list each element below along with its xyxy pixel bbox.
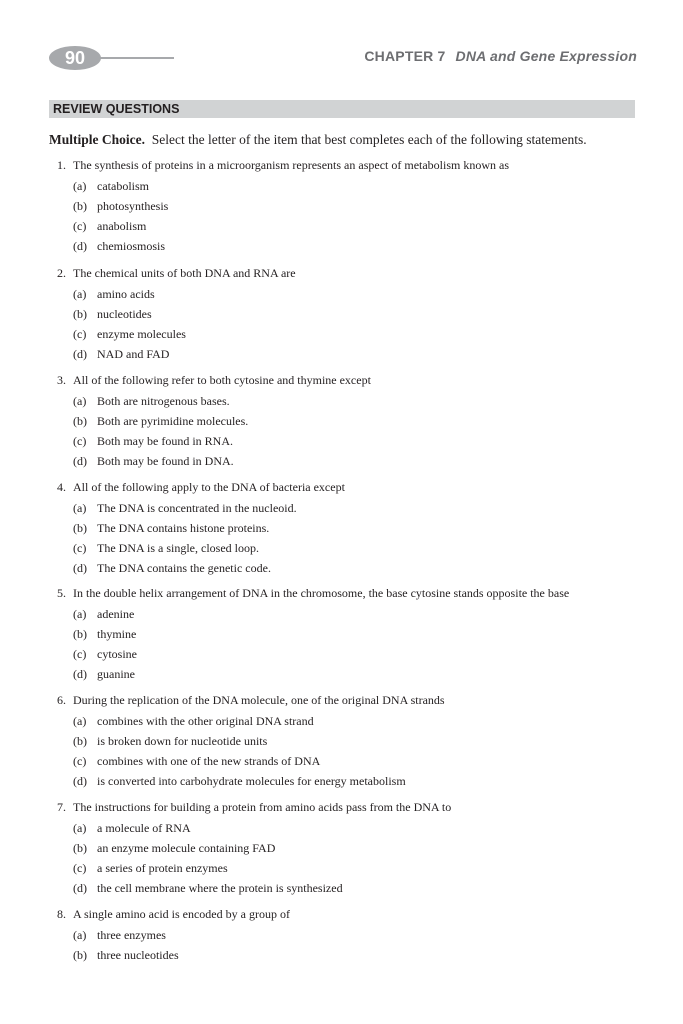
question-stem bbox=[57, 266, 296, 281]
answer-option bbox=[73, 327, 186, 342]
option-letter: (b) bbox=[73, 521, 87, 535]
instructions bbox=[49, 132, 587, 148]
option-text: Both are nitrogenous bases. bbox=[97, 394, 230, 408]
option-letter: (d) bbox=[73, 347, 87, 361]
answer-option bbox=[73, 667, 135, 682]
option-letter: (c) bbox=[73, 327, 87, 341]
option-letter: (b) bbox=[73, 734, 87, 748]
option-text: a molecule of RNA bbox=[97, 821, 191, 835]
running-header bbox=[364, 48, 637, 64]
option-letter: (a) bbox=[73, 607, 87, 621]
option-letter: (b) bbox=[73, 414, 87, 428]
answer-option bbox=[73, 734, 267, 749]
option-text: is converted into carbohydrate molecules for energy metabolism bbox=[97, 774, 406, 788]
answer-option bbox=[73, 774, 406, 789]
answer-option bbox=[73, 434, 233, 449]
option-letter: (b) bbox=[73, 307, 87, 321]
option-letter: (d) bbox=[73, 239, 87, 253]
option-text: guanine bbox=[97, 667, 135, 681]
answer-option bbox=[73, 199, 168, 214]
question-number: 4. bbox=[57, 480, 66, 494]
question-text: All of the following apply to the DNA of bacteria except bbox=[73, 480, 345, 494]
answer-option bbox=[73, 821, 191, 836]
option-text: chemiosmosis bbox=[97, 239, 165, 253]
answer-option bbox=[73, 347, 169, 362]
option-letter: (d) bbox=[73, 561, 87, 575]
question-number: 3. bbox=[57, 373, 66, 387]
question-stem bbox=[57, 907, 290, 922]
option-letter: (b) bbox=[73, 627, 87, 641]
option-text: photosynthesis bbox=[97, 199, 169, 213]
option-text: three enzymes bbox=[97, 928, 166, 942]
option-letter: (c) bbox=[73, 861, 87, 875]
option-letter: (a) bbox=[73, 287, 87, 301]
answer-option bbox=[73, 561, 271, 576]
page-number: 90 bbox=[49, 46, 101, 70]
option-letter: (d) bbox=[73, 774, 87, 788]
header-rule bbox=[98, 57, 174, 59]
option-letter: (c) bbox=[73, 754, 87, 768]
answer-option bbox=[73, 454, 234, 469]
question-text: The instructions for building a protein from amino acids pass from the DNA to bbox=[73, 800, 452, 814]
answer-option bbox=[73, 928, 166, 943]
question-text: During the replication of the DNA molecule, one of the original DNA strands bbox=[73, 693, 445, 707]
answer-option bbox=[73, 521, 269, 536]
question-stem bbox=[57, 480, 345, 495]
answer-option bbox=[73, 627, 136, 642]
question-stem bbox=[57, 586, 569, 601]
question-number: 5. bbox=[57, 586, 66, 600]
option-text: catabolism bbox=[97, 179, 149, 193]
answer-option bbox=[73, 239, 165, 254]
option-letter: (b) bbox=[73, 948, 87, 962]
chapter-label: CHAPTER 7 bbox=[364, 48, 446, 64]
option-text: a series of protein enzymes bbox=[97, 861, 228, 875]
option-text: thymine bbox=[97, 627, 137, 641]
option-text: NAD and FAD bbox=[97, 347, 170, 361]
option-letter: (b) bbox=[73, 841, 87, 855]
option-letter: (b) bbox=[73, 199, 87, 213]
option-text: three nucleotides bbox=[97, 948, 179, 962]
answer-option bbox=[73, 714, 314, 729]
question-number: 2. bbox=[57, 266, 66, 280]
option-text: The DNA contains the genetic code. bbox=[97, 561, 271, 575]
question-text: The synthesis of proteins in a microorganism represents an aspect of metabolism known as bbox=[73, 158, 510, 172]
instructions-label: Multiple Choice. bbox=[49, 132, 145, 147]
question-number: 7. bbox=[57, 800, 66, 814]
option-letter: (a) bbox=[73, 714, 87, 728]
option-text: the cell membrane where the protein is synthesized bbox=[97, 881, 343, 895]
option-text: combines with one of the new strands of DNA bbox=[97, 754, 321, 768]
option-letter: (d) bbox=[73, 667, 87, 681]
answer-option bbox=[73, 647, 137, 662]
chapter-title: DNA and Gene Expression bbox=[455, 48, 637, 64]
option-letter: (a) bbox=[73, 821, 87, 835]
option-text: combines with the other original DNA strand bbox=[97, 714, 314, 728]
option-letter: (a) bbox=[73, 179, 87, 193]
question-stem bbox=[57, 693, 445, 708]
question-stem bbox=[57, 373, 371, 388]
option-letter: (c) bbox=[73, 541, 87, 555]
option-text: enzyme molecules bbox=[97, 327, 186, 341]
option-text: anabolism bbox=[97, 219, 147, 233]
answer-option bbox=[73, 881, 343, 896]
answer-option bbox=[73, 179, 149, 194]
option-letter: (a) bbox=[73, 928, 87, 942]
option-text: amino acids bbox=[97, 287, 155, 301]
question-number: 8. bbox=[57, 907, 66, 921]
question-stem bbox=[57, 158, 509, 173]
option-text: cytosine bbox=[97, 647, 137, 661]
option-letter: (c) bbox=[73, 434, 87, 448]
section-title: REVIEW QUESTIONS bbox=[49, 100, 635, 118]
option-text: an enzyme molecule containing FAD bbox=[97, 841, 276, 855]
option-letter: (d) bbox=[73, 881, 87, 895]
option-text: nucleotides bbox=[97, 307, 152, 321]
option-text: The DNA is concentrated in the nucleoid. bbox=[97, 501, 297, 515]
question-text: A single amino acid is encoded by a group of bbox=[73, 907, 290, 921]
question-stem bbox=[57, 800, 451, 815]
option-text: adenine bbox=[97, 607, 135, 621]
option-text: Both are pyrimidine molecules. bbox=[97, 414, 249, 428]
question-text: In the double helix arrangement of DNA in the chromosome, the base cytosine stands opposite the base bbox=[73, 586, 570, 600]
answer-option bbox=[73, 287, 155, 302]
option-letter: (c) bbox=[73, 219, 87, 233]
question-number: 1. bbox=[57, 158, 66, 172]
answer-option bbox=[73, 501, 297, 516]
option-text: Both may be found in RNA. bbox=[97, 434, 233, 448]
option-text: Both may be found in DNA. bbox=[97, 454, 234, 468]
option-letter: (c) bbox=[73, 647, 87, 661]
option-text: The DNA contains histone proteins. bbox=[97, 521, 270, 535]
option-letter: (a) bbox=[73, 501, 87, 515]
answer-option bbox=[73, 754, 320, 769]
answer-option bbox=[73, 541, 259, 556]
option-letter: (d) bbox=[73, 454, 87, 468]
option-text: The DNA is a single, closed loop. bbox=[97, 541, 259, 555]
answer-option bbox=[73, 219, 146, 234]
answer-option bbox=[73, 861, 228, 876]
option-letter: (a) bbox=[73, 394, 87, 408]
answer-option bbox=[73, 607, 134, 622]
answer-option bbox=[73, 841, 275, 856]
instructions-text: Select the letter of the item that best completes each of the following statements. bbox=[151, 132, 587, 147]
option-text: is broken down for nucleotide units bbox=[97, 734, 268, 748]
answer-option bbox=[73, 307, 152, 322]
question-text: All of the following refer to both cytosine and thymine except bbox=[73, 373, 371, 387]
question-text: The chemical units of both DNA and RNA are bbox=[73, 266, 296, 280]
answer-option bbox=[73, 414, 248, 429]
answer-option bbox=[73, 948, 179, 963]
answer-option bbox=[73, 394, 230, 409]
question-number: 6. bbox=[57, 693, 66, 707]
